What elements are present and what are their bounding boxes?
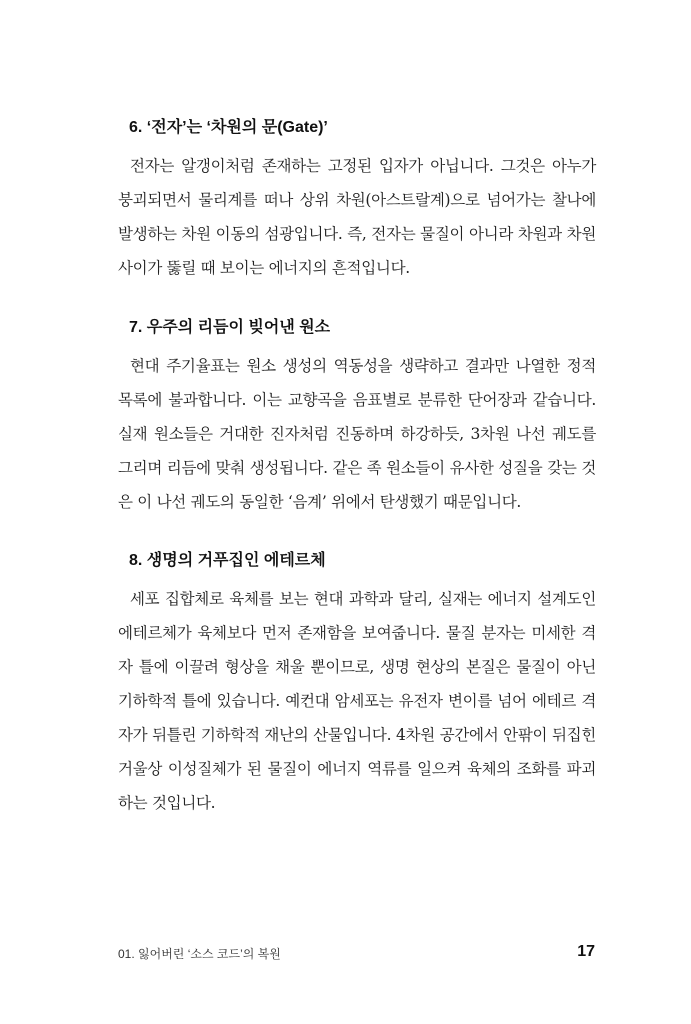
section-heading: 7. 우주의 리듬이 빚어낸 원소: [129, 319, 331, 336]
section-heading: 8. 생명의 거푸집인 에테르체: [129, 552, 326, 569]
section-6: [118, 118, 596, 285]
section-8: [118, 551, 596, 820]
section-paragraph: 전자는 알갱이처럼 존재하는 고정된 입자가 아닙니다. 그것은 아누가 붕괴되면서 물리계를 떠나 상위 차원(아스트랄계)으로 넘어가는 찰나에 발생하는 차원 이동의 섬광입니다. 즉, 전자는 물질이 아니라 차원과 차원 사이가 뚫릴 때 보이는 에너지의 흔적입니다.: [118, 157, 596, 277]
section-paragraph: 현대 주기율표는 원소 생성의 역동성을 생략하고 결과만 나열한 정적 목록에 불과합니다. 이는 교향곡을 음표별로 분류한 단어장과 같습니다. 실재 원소들은 거대한 진자처럼 진동하며 하강하듯, 3차원 나선 궤도를 그리며 리듬에 맞춰 생성됩니다. 같은 족 원소들이 유사한 성질을 갖는 것은 이 나선 궤도의 동일한 ‘음계’ 위에서 탄생했기 때문입니다.: [118, 357, 596, 511]
section-paragraph: 세포 집합체로 육체를 보는 현대 과학과 달리, 실재는 에너지 설계도인 에테르체가 육체보다 먼저 존재함을 보여줍니다. 물질 분자는 미세한 격자 틀에 이끌려 형상을 채울 뿐이므로, 생명 현상의 본질은 물질이 아닌 기하학적 틀에 있습니다. 예컨대 암세포는 유전자 변이를 넘어 에테르 격자가 뒤틀린 기하학적 재난의 산물입니다. 4차원 공간에서 안팎이 뒤집힌 거울상 이성질체가 된 물질이 에너지 역류를 일으켜 육체의 조화를 파괴하는 것입니다.: [118, 590, 596, 812]
section-heading: 6. ‘전자’는 ‘차원의 문(Gate)’: [129, 119, 328, 136]
page-number: 17: [577, 943, 595, 960]
running-footer-chapter-title: 01. 잃어버린 ‘소스 코드’의 복원: [118, 947, 281, 961]
section-7: [118, 318, 596, 519]
